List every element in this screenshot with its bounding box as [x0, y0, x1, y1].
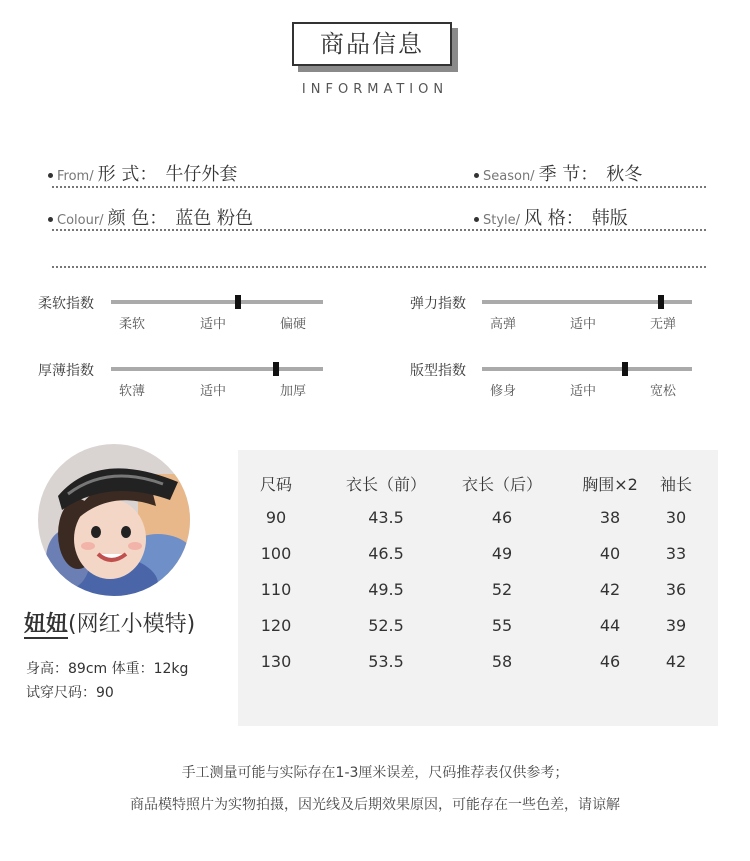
- index-slider-track: [482, 300, 692, 304]
- attr-label: 季 节：: [538, 164, 599, 185]
- index-tick-label: 适中: [199, 317, 226, 332]
- index-tick-label: 加厚: [279, 384, 306, 399]
- table-header-cell: 尺码: [259, 475, 292, 494]
- attr-value: 蓝色 粉色: [175, 208, 254, 229]
- table-cell: 43.5: [368, 508, 404, 527]
- index-tick-label: 柔软: [118, 317, 145, 332]
- table-cell: 46.5: [368, 544, 404, 563]
- attr-colour: [48, 204, 253, 230]
- bullet-icon: [474, 173, 479, 178]
- attr-en: Style/: [483, 213, 521, 228]
- table-cell: 39: [665, 616, 687, 635]
- table-cell: 130: [260, 652, 292, 671]
- index-slider-track: [482, 367, 692, 371]
- table-cell: 52.5: [368, 616, 404, 635]
- table-cell: 30: [665, 508, 687, 527]
- divider: [52, 266, 706, 268]
- bullet-icon: [48, 217, 53, 222]
- table-header-cell: 胸围×2: [582, 475, 638, 494]
- attr-en: Season/: [483, 169, 535, 184]
- table-cell: 38: [599, 508, 621, 527]
- model-try-size: 试穿尺码：90: [26, 685, 114, 701]
- bullet-icon: [474, 217, 479, 222]
- index-tick-label: 修身: [489, 384, 516, 399]
- model-tag: (网红小模特): [68, 612, 196, 637]
- index-tick-label: 适中: [199, 384, 226, 399]
- note-measure: 手工测量可能与实际存在1-3厘米误差，尺码推荐表仅供参考；: [181, 765, 569, 781]
- index-slider-track: [111, 367, 323, 371]
- page-subtitle: INFORMATION: [301, 82, 449, 97]
- model-name-bold: 妞妞: [24, 612, 69, 637]
- table-cell: 46: [599, 652, 621, 671]
- table-cell: 36: [665, 580, 687, 599]
- child-photo-icon: [38, 444, 190, 596]
- table-header-cell: 衣长（后）: [461, 475, 542, 494]
- model-name: [24, 607, 195, 638]
- attr-label: 风 格：: [524, 208, 584, 229]
- note-color: 商品模特照片为实物拍摄，因光线及后期效果原因，可能存在一些色差，请谅解: [130, 797, 620, 813]
- title-box: [292, 22, 452, 66]
- attr-from: [48, 160, 237, 186]
- index-slider-knob: [622, 362, 628, 376]
- index-tick-label: 宽松: [649, 384, 676, 399]
- index-tick-label: 偏硬: [279, 317, 306, 332]
- table-cell: 52: [491, 580, 513, 599]
- attr-value: 秋冬: [606, 164, 643, 185]
- index-label: 弹力指数: [410, 296, 466, 312]
- attr-value: 韩版: [591, 208, 628, 229]
- table-cell: 33: [665, 544, 687, 563]
- index-label: 版型指数: [410, 363, 466, 379]
- attr-en: Colour/: [57, 213, 104, 228]
- table-cell: 100: [260, 544, 292, 563]
- table-cell: 40: [599, 544, 621, 563]
- table-header-cell: 衣长（前）: [345, 475, 426, 494]
- table-cell: 53.5: [368, 652, 404, 671]
- attr-label: 形 式：: [97, 164, 158, 185]
- index-tick-label: 高弹: [489, 317, 516, 332]
- table-cell: 90: [265, 508, 287, 527]
- bullet-icon: [48, 173, 53, 178]
- index-slider-knob: [273, 362, 279, 376]
- table-cell: 49.5: [368, 580, 404, 599]
- index-slider-track: [111, 300, 323, 304]
- index-label: 厚薄指数: [38, 363, 94, 379]
- table-cell: 44: [599, 616, 621, 635]
- table-cell: 49: [491, 544, 513, 563]
- table-header-cell: 袖长: [659, 475, 692, 494]
- index-slider-knob: [235, 295, 241, 309]
- attr-en: From/: [57, 169, 94, 184]
- table-cell: 58: [491, 652, 513, 671]
- attr-label: 颜 色：: [107, 208, 168, 229]
- index-tick-label: 适中: [569, 384, 596, 399]
- index-tick-label: 无弹: [649, 317, 676, 332]
- table-cell: 110: [260, 580, 292, 599]
- page-title: 商品信息: [320, 30, 424, 58]
- table-cell: 42: [665, 652, 687, 671]
- attr-season: [474, 160, 642, 186]
- divider: [52, 229, 706, 231]
- table-cell: 120: [260, 616, 292, 635]
- table-cell: 42: [599, 580, 621, 599]
- index-tick-label: 适中: [569, 317, 596, 332]
- model-height-weight: 身高：89cm 体重：12kg: [26, 661, 189, 677]
- attr-style: [474, 204, 628, 230]
- model-avatar: [38, 444, 190, 596]
- attr-value: 牛仔外套: [165, 164, 238, 185]
- index-label: 柔软指数: [38, 296, 94, 312]
- index-tick-label: 软薄: [118, 384, 145, 399]
- index-slider-knob: [658, 295, 664, 309]
- table-cell: 55: [491, 616, 513, 635]
- divider: [52, 186, 706, 188]
- table-cell: 46: [491, 508, 513, 527]
